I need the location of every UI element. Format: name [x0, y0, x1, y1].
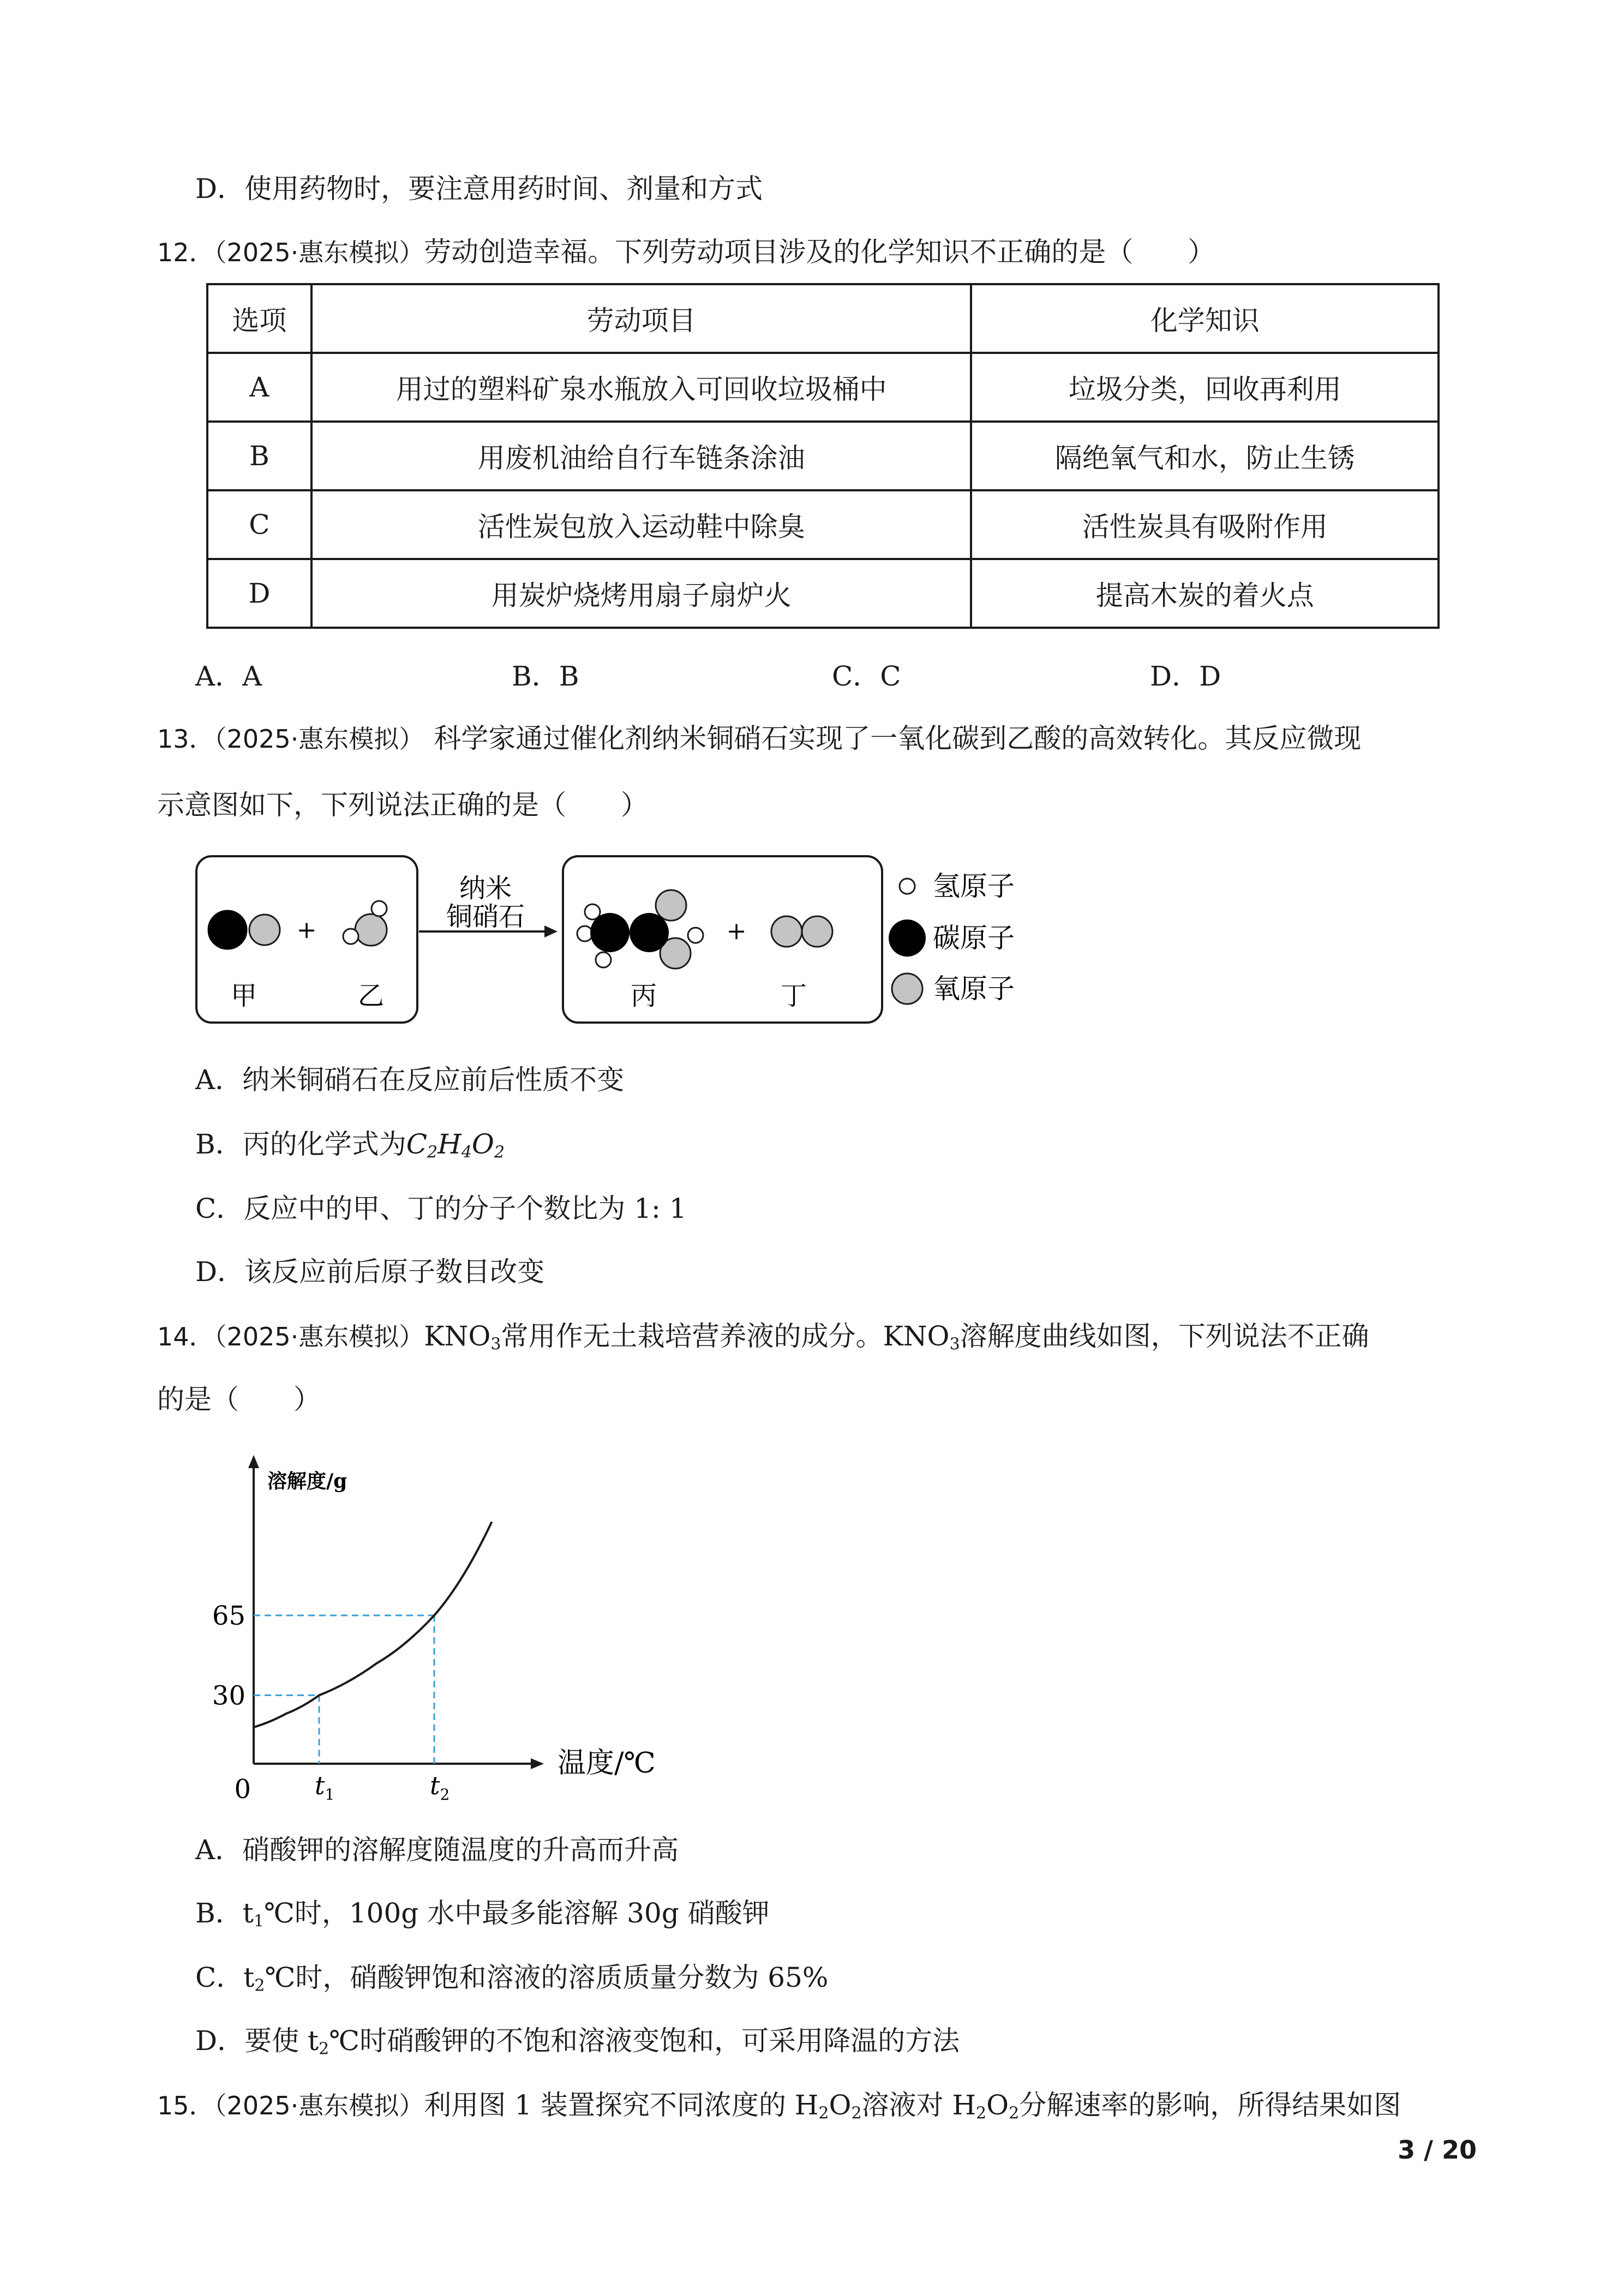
oxygen-atom	[802, 916, 832, 947]
legend-hydrogen-label: 氢原子	[933, 870, 1015, 902]
q12-option-d: D．D	[1150, 660, 1221, 692]
catalyst-label-1: 纳米	[459, 873, 512, 904]
q13-stem-line2: 示意图如下，下列说法正确的是（ ）	[157, 789, 648, 821]
carbon-atom	[208, 911, 247, 949]
q13-option-d: D．该反应前后原子数目改变	[195, 1256, 545, 1288]
x-tick-label: $t_1$	[315, 1771, 335, 1804]
table-cell: 活性炭包放入运动鞋中除臭	[311, 490, 972, 559]
q13-option-c: C．反应中的甲、丁的分子个数比为 1: 1	[195, 1193, 687, 1224]
carbon-atom	[630, 913, 669, 952]
x-axis-arrow	[531, 1758, 544, 1769]
table-header-row	[207, 284, 1439, 353]
q12-option-a: A．A	[195, 660, 262, 692]
table-row	[207, 422, 1439, 490]
label-jia: 甲	[230, 981, 257, 1011]
table-cell: 活性炭具有吸附作用	[971, 490, 1439, 559]
legend-carbon-label: 碳原子	[933, 922, 1015, 954]
q15-number: 15．	[157, 2091, 214, 2120]
origin-label: 0	[234, 1774, 251, 1805]
table-cell: B	[207, 422, 311, 490]
label-bing: 丙	[630, 981, 657, 1011]
table-row	[207, 353, 1439, 422]
oxygen-atom	[355, 914, 387, 946]
q12-text: 劳动创造幸福。下列劳动项目涉及的化学知识不正确的是（ ）	[424, 236, 1215, 268]
label-ding: 丁	[780, 981, 807, 1011]
q14-option-a: A．硝酸钾的溶解度随温度的升高而升高	[195, 1834, 679, 1866]
table-row	[207, 490, 1439, 559]
table-header-cell: 选项	[207, 284, 311, 353]
x-tick-label: $t_2$	[430, 1771, 450, 1804]
legend-carbon-icon	[889, 919, 926, 957]
reactant-plus: +	[296, 916, 317, 944]
hydrogen-atom	[371, 901, 387, 916]
q12-option-c: C．C	[832, 660, 901, 692]
table-header-cell: 化学知识	[971, 284, 1439, 353]
table-cell: 用废机油给自行车链条涂油	[311, 422, 972, 490]
catalyst-label-2: 铜硝石	[446, 901, 525, 932]
q11-option-d: D．使用药物时，要注意用药时间、剂量和方式	[195, 173, 763, 205]
acetic-acid-formula: $C_2H_4O_2$	[406, 1128, 505, 1162]
legend-oxygen-label: 氧原子	[933, 973, 1015, 1005]
q14-option-c: C．$t_2℃$时，硝酸钾饱和溶液的溶质质量分数为 65%	[195, 1962, 829, 1996]
q13-source: （2025·惠东模拟）	[214, 724, 424, 754]
legend-hydrogen-icon	[900, 879, 915, 894]
oxygen-atom	[656, 890, 686, 921]
y-tick-label: 30	[212, 1680, 245, 1711]
q14-option-d: D．要使 $t_2℃$时硝酸钾的不饱和溶液变饱和，可采用降温的方法	[195, 2025, 960, 2059]
table-header-cell: 劳动项目	[311, 284, 972, 353]
q13-stem-line1	[157, 722, 1361, 755]
hydrogen-atom	[596, 952, 611, 967]
table-cell: C	[207, 490, 311, 559]
y-tick-label: 65	[212, 1601, 245, 1631]
q13-option-a: A．纳米铜硝石在反应前后性质不变	[195, 1064, 625, 1096]
q12-table	[206, 283, 1440, 629]
arrow-head	[544, 925, 558, 937]
q12-source: （2025·惠东模拟）	[214, 238, 424, 267]
hydrogen-atom	[688, 928, 703, 943]
legend-oxygen-icon	[892, 973, 922, 1004]
reaction-diagram	[191, 851, 1091, 1031]
carbon-atom	[590, 913, 630, 952]
hydrogen-atom	[577, 926, 592, 941]
q15-source: （2025·惠东模拟）	[214, 2091, 424, 2120]
q14-option-b: B．$t_1℃$时，100g 水中最多能溶解 30g 硝酸钾	[195, 1897, 770, 1931]
q14-stem-line2: 的是（ ）	[157, 1384, 321, 1415]
q12-number: 12．	[157, 238, 214, 267]
table-row	[207, 559, 1439, 628]
label-yi: 乙	[357, 981, 385, 1011]
y-axis-label: 溶解度/g	[267, 1470, 347, 1493]
q13-option-b	[195, 1128, 505, 1169]
q14-stem-line1: 14．（2025·惠东模拟）$KNO_3$常用作无土栽培营养液的成分。$KNO_3$溶解度曲线如图，下列说法不正确	[157, 1320, 1369, 1354]
y-axis-arrow	[248, 1455, 259, 1468]
page-number: 3 / 20	[1398, 2135, 1477, 2165]
x-axis-label: 温度/℃	[558, 1747, 656, 1780]
solubility-chart	[207, 1451, 698, 1822]
q14-number: 14．	[157, 1322, 214, 1351]
q13-text: 科学家通过催化剂纳米铜硝石实现了一氧化碳到乙酸的高效转化。其反应微现	[434, 723, 1362, 754]
q15-stem: 15．（2025·惠东模拟）利用图 1 装置探究不同浓度的 $H_2O_2$溶液对 $H_2O_2$分解速率的影响，所得结果如图	[157, 2089, 1401, 2123]
product-plus: +	[726, 917, 747, 945]
q13-number: 13．	[157, 724, 214, 754]
table-cell: D	[207, 559, 311, 628]
solubility-curve	[254, 1522, 492, 1727]
table-cell: A	[207, 353, 311, 422]
q14-source: （2025·惠东模拟）	[214, 1322, 424, 1351]
oxygen-atom	[249, 915, 280, 945]
table-cell: 用炭炉烧烤用扇子扇炉火	[311, 559, 972, 628]
q12-option-b: B．B	[512, 660, 579, 692]
hydrogen-atom	[343, 929, 358, 944]
q12-stem	[157, 236, 1215, 269]
table-cell: 用过的塑料矿泉水瓶放入可回收垃圾桶中	[311, 353, 972, 422]
oxygen-atom	[771, 916, 802, 947]
table-cell: 垃圾分类，回收再利用	[971, 353, 1439, 422]
table-cell: 提高木炭的着火点	[971, 559, 1439, 628]
q13-option-b-prefix: B．丙的化学式为	[195, 1128, 406, 1160]
table-cell: 隔绝氧气和水，防止生锈	[971, 422, 1439, 490]
